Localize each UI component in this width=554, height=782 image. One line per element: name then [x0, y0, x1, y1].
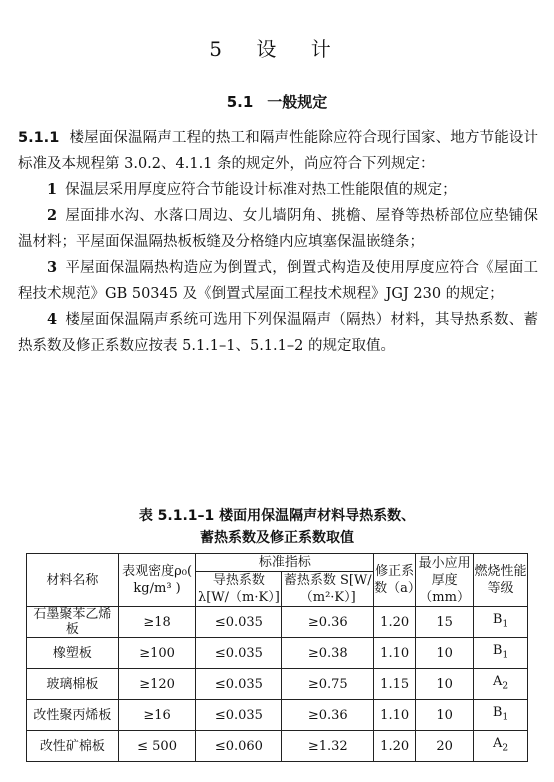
cell-density: ≥100 [118, 638, 196, 669]
cell-grade [474, 669, 528, 700]
list-item [18, 177, 538, 203]
item-number: 1 [47, 181, 58, 198]
cell-correction: 1.15 [374, 669, 416, 700]
grade-subscript: 2 [502, 743, 509, 754]
cell-conductivity: ≤0.035 [196, 669, 282, 700]
clause-paragraph [18, 125, 538, 177]
section-number: 5.1 [226, 93, 254, 111]
item-text: 平屋面保温隔热构造应为倒置式，倒置式构造及使用厚度应符合《屋面工程技术规范》GB 50345 及《倒置式屋面工程技术规程》JGJ 230 的规定； [18, 260, 538, 302]
table-caption-line2: 蓄热系数及修正系数取值 [200, 530, 354, 546]
list-item [18, 203, 538, 255]
header-min-thickness: 最小应用厚度（mm） [416, 554, 474, 607]
cell-storage: ≥0.75 [282, 669, 374, 700]
cell-correction: 1.20 [374, 607, 416, 638]
table-row [27, 731, 528, 762]
grade-subscript: 1 [502, 619, 509, 630]
cell-conductivity: ≤0.035 [196, 700, 282, 731]
clause-text: 楼屋面保温隔声工程的热工和隔声性能除应符合现行国家、地方节能设计标准及本规程第 3.0.2、4.1.1 条的规定外，尚应符合下列规定： [18, 130, 538, 172]
cell-material: 石墨聚苯乙烯板 [27, 607, 119, 638]
cell-storage: ≥1.32 [282, 731, 374, 762]
item-number: 2 [47, 207, 58, 224]
header-correction: 修正系数（a） [374, 554, 416, 607]
list-item [18, 255, 538, 307]
grade-subscript: 1 [502, 650, 509, 661]
cell-conductivity: ≤0.060 [196, 731, 282, 762]
table-caption [0, 505, 554, 549]
grade-subscript: 2 [502, 681, 509, 692]
table-row [27, 638, 528, 669]
cell-conductivity: ≤0.035 [196, 638, 282, 669]
cell-material: 橡塑板 [27, 638, 119, 669]
grade-letter: B [492, 611, 503, 627]
cell-conductivity: ≤0.035 [196, 607, 282, 638]
list-item [18, 307, 538, 359]
item-number: 4 [47, 311, 58, 328]
cell-correction: 1.10 [374, 700, 416, 731]
header-material: 材料名称 [27, 554, 119, 607]
material-properties-table [26, 553, 528, 762]
item-number: 3 [47, 259, 58, 276]
cell-material: 玻璃棉板 [27, 669, 119, 700]
cell-density: ≤ 500 [118, 731, 196, 762]
header-density: 表观密度ρ₀( kg/m³ ) [118, 554, 196, 607]
cell-grade [474, 731, 528, 762]
cell-density: ≥16 [118, 700, 196, 731]
cell-storage: ≥0.38 [282, 638, 374, 669]
header-storage: 蓄热系数 S[W/（m²·K）] [283, 573, 372, 605]
cell-correction: 1.20 [374, 731, 416, 762]
cell-thickness: 10 [416, 700, 474, 731]
grade-letter: B [492, 704, 503, 720]
clause-number: 5.1.1 [18, 130, 60, 146]
cell-thickness: 20 [416, 731, 474, 762]
cell-density: ≥120 [118, 669, 196, 700]
cell-thickness: 10 [416, 638, 474, 669]
cell-grade [474, 638, 528, 669]
document-body [18, 125, 538, 359]
grade-letter: A [492, 735, 503, 751]
section-title: 一般规定 [267, 93, 328, 111]
cell-grade [474, 607, 528, 638]
item-text: 保温层采用厚度应符合节能设计标准对热工性能限值的规定； [65, 182, 457, 198]
cell-material: 改性聚丙烯板 [27, 700, 119, 731]
cell-storage: ≥0.36 [282, 700, 374, 731]
cell-storage: ≥0.36 [282, 607, 374, 638]
item-text: 楼屋面保温隔声系统可选用下列保温隔声（隔热）材料，其导热系数、蓄热系数及修正系数应按表 5.1.1–1、5.1.1–2 的规定取值。 [18, 312, 538, 354]
grade-letter: A [492, 673, 503, 689]
grade-subscript: 1 [502, 712, 509, 723]
table-caption-line1: 表 5.1.1–1 楼面用保温隔声材料导热系数、 [138, 508, 416, 524]
cell-grade [474, 700, 528, 731]
cell-density: ≥18 [118, 607, 196, 638]
table-row [27, 669, 528, 700]
header-fire-rating: 燃烧性能等级 [474, 554, 528, 607]
cell-thickness: 10 [416, 669, 474, 700]
chapter-title: 5 设 计 [209, 37, 345, 61]
section-heading [0, 91, 554, 112]
table-row [27, 607, 528, 638]
header-standard: 标准指标 [196, 554, 374, 572]
cell-thickness: 15 [416, 607, 474, 638]
table-row [27, 700, 528, 731]
item-text: 屋面排水沟、水落口周边、女儿墙阴角、挑檐、屋脊等热桥部位应垫铺保温材料；平屋面保温隔热板板缝及分格缝内应填塞保温嵌缝条； [18, 208, 538, 250]
grade-letter: B [492, 642, 503, 658]
header-conductivity: 导热系数 λ[W/（m·K）] [196, 572, 282, 607]
cell-material: 改性矿棉板 [27, 731, 119, 762]
cell-correction: 1.10 [374, 638, 416, 669]
